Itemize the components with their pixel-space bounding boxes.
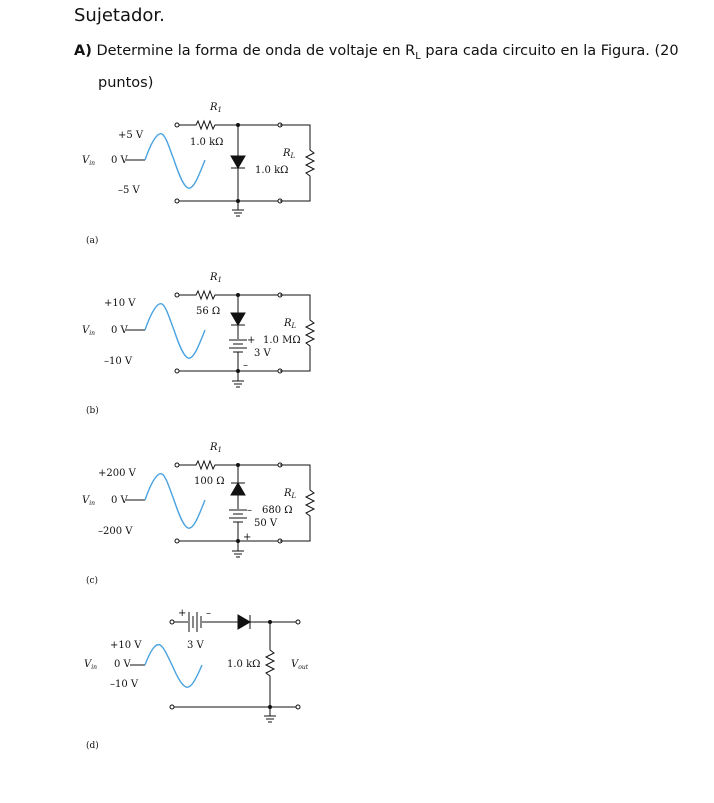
circuit-a-vzero: 0 V [111, 155, 128, 166]
circuit-c-label: (c) [86, 576, 99, 586]
circuit-d-battery-value: 3 V [187, 640, 204, 651]
circuit-d-vneg: –10 V [110, 679, 139, 690]
circuit-c-terminal [175, 463, 179, 467]
circuit-d-terminal [296, 620, 300, 624]
circuit-b-terminal [175, 293, 179, 297]
circuit-b-r1 [179, 291, 278, 299]
circuit-c-battery-value: 50 V [254, 518, 278, 529]
circuit-a-r1-label: $R_1$ [210, 102, 222, 114]
circuit-a-rl [280, 125, 314, 201]
circuit-a-r1 [179, 121, 278, 129]
circuit-d-r-value: 1.0 kΩ [227, 659, 261, 670]
circuit-b-battery-minus: – [243, 360, 248, 371]
circuit-c-vpos: +200 V [98, 468, 136, 479]
circuit-d-vout-label: $V_{out}$ [291, 659, 309, 671]
circuit-a-rl-label: $R_L$ [283, 148, 296, 160]
circuit-c-diode [231, 483, 245, 495]
circuit-c-vzero: 0 V [111, 495, 128, 506]
circuit-a-terminal [175, 199, 179, 203]
circuit-b-rl-value: 1.0 MΩ [263, 335, 301, 346]
circuit-b-vpos: +10 V [104, 298, 136, 309]
circuit-a-vneg: –5 V [118, 185, 140, 196]
circuit-b-rl [280, 295, 314, 371]
circuit-b-vneg: –10 V [104, 356, 133, 367]
circuit-c-rl-label: $R_L$ [284, 488, 297, 500]
circuit-c-r1-value: 100 Ω [194, 476, 225, 487]
circuit-b-diode [231, 313, 245, 325]
circuit-c-r1 [179, 461, 278, 469]
circuit-d [84, 608, 309, 751]
circuit-b-label: (b) [86, 406, 99, 416]
circuit-a [82, 102, 314, 246]
circuit-b-battery-value: 3 V [254, 348, 271, 359]
circuit-c-vin-label: $V_{in}$ [82, 495, 96, 507]
circuit-a-vpos: +5 V [118, 130, 144, 141]
circuit-d-diode [238, 615, 250, 629]
circuit-b-r1-label: $R_1$ [210, 272, 222, 284]
circuit-d-vpos: +10 V [110, 640, 142, 651]
circuit-d-battery-plus: + [178, 608, 187, 619]
question-prefix: A) [74, 43, 92, 59]
circuit-d-terminal [170, 705, 174, 709]
circuit-b-terminal [175, 369, 179, 373]
question-text-part2: para cada circuito en la Figura. (20 [420, 43, 679, 59]
circuit-d-vin-label: $V_{in}$ [84, 659, 98, 671]
circuit-c-battery-plus: + [243, 532, 252, 543]
circuit-d-terminal [170, 620, 174, 624]
page-heading: Sujetador. [74, 5, 165, 26]
circuit-b [82, 272, 314, 416]
circuit-c-vneg: –200 V [98, 526, 133, 537]
question-sub: L [415, 50, 421, 62]
circuit-b-r1-value: 56 Ω [196, 306, 221, 317]
circuit-b-vzero: 0 V [111, 325, 128, 336]
circuit-a-terminal [175, 123, 179, 127]
circuit-b-vin-label: $V_{in}$ [82, 325, 96, 337]
question-text-part1: Determine la forma de onda de voltaje en R [96, 43, 416, 59]
circuit-c-rl [280, 465, 314, 541]
circuit-d-sine [145, 645, 202, 688]
circuit-d-battery-minus: – [206, 608, 211, 619]
circuit-d-terminal [296, 705, 300, 709]
circuit-a-diode [231, 156, 245, 168]
circuit-c-terminal [175, 539, 179, 543]
circuit-a-vin-label: $V_{in}$ [82, 155, 96, 167]
circuit-d-vzero: 0 V [114, 659, 131, 670]
question-text-line2: puntos) [98, 74, 154, 91]
circuit-a-label: (a) [86, 236, 99, 246]
circuit-c-rl-value: 680 Ω [262, 505, 293, 516]
circuit-d-r [266, 622, 274, 707]
circuit-c-battery-minus: – [247, 505, 252, 516]
circuit-c [82, 442, 314, 586]
circuit-b-battery-plus: + [247, 335, 256, 346]
circuit-c-r1-label: $R_1$ [210, 442, 222, 454]
circuit-a-r1-value: 1.0 kΩ [190, 137, 224, 148]
circuit-d-label: (d) [86, 741, 99, 751]
circuit-b-rl-label: $R_L$ [284, 318, 297, 330]
circuit-a-rl-value: 1.0 kΩ [255, 165, 289, 176]
